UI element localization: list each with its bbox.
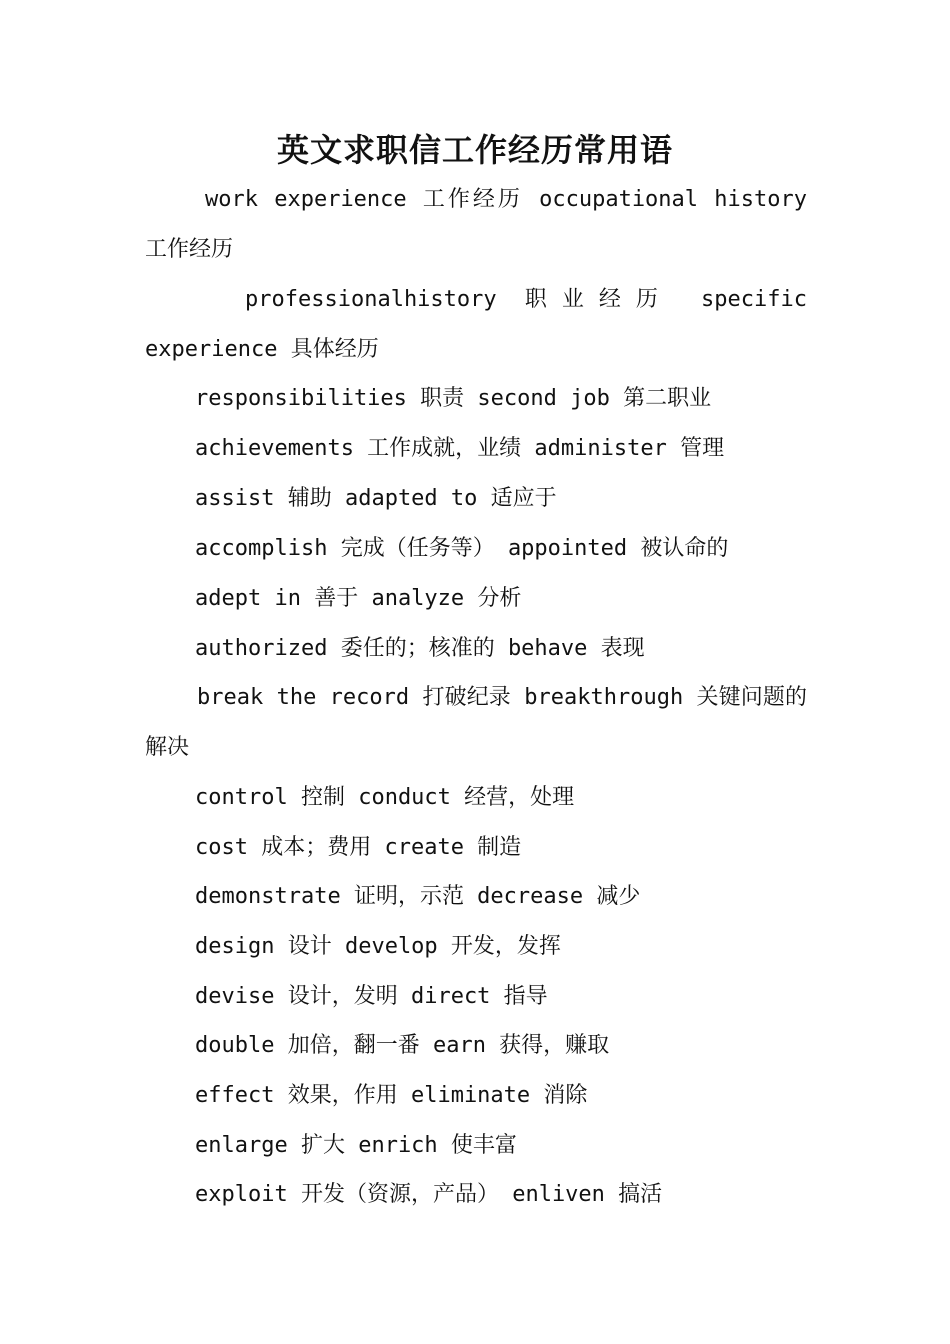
paragraph-15: double 加倍，翻一番 earn 获得，赚取 — [195, 1033, 610, 1058]
paragraph-16: effect 效果，作用 eliminate 消除 — [195, 1083, 588, 1108]
paragraph-2: professionalhistory 职业经历 specific experience 具体经历 — [145, 287, 807, 362]
paragraph-8: authorized 委任的；核准的 behave 表现 — [195, 636, 645, 661]
paragraph-5: assist 辅助 adapted to 适应于 — [195, 486, 557, 511]
paragraph-3: responsibilities 职责 second job 第二职业 — [195, 386, 712, 411]
paragraph-6: accomplish 完成（任务等） appointed 被认命的 — [195, 536, 729, 561]
document-title: 英文求职信工作经历常用语 — [276, 131, 673, 169]
paragraph-12: demonstrate 证明，示范 decrease 减少 — [195, 884, 641, 909]
paragraph-10: control 控制 conduct 经营，处理 — [195, 785, 575, 810]
paragraph-17: enlarge 扩大 enrich 使丰富 — [195, 1133, 517, 1158]
paragraph-18: exploit 开发（资源，产品） enliven 搞活 — [195, 1182, 663, 1207]
paragraph-14: devise 设计，发明 direct 指导 — [195, 984, 548, 1009]
paragraph-4: achievements 工作成就，业绩 administer 管理 — [195, 436, 725, 461]
paragraph-11: cost 成本；费用 create 制造 — [195, 835, 522, 860]
paragraph-7: adept in 善于 analyze 分析 — [195, 586, 522, 611]
paragraph-13: design 设计 develop 开发，发挥 — [195, 934, 561, 959]
paragraph-9: break the record 打破纪录 breakthrough 关键问题的解决 — [145, 685, 807, 760]
paragraph-1: work experience 工作经历 occupational history 工作经历 — [145, 187, 807, 262]
